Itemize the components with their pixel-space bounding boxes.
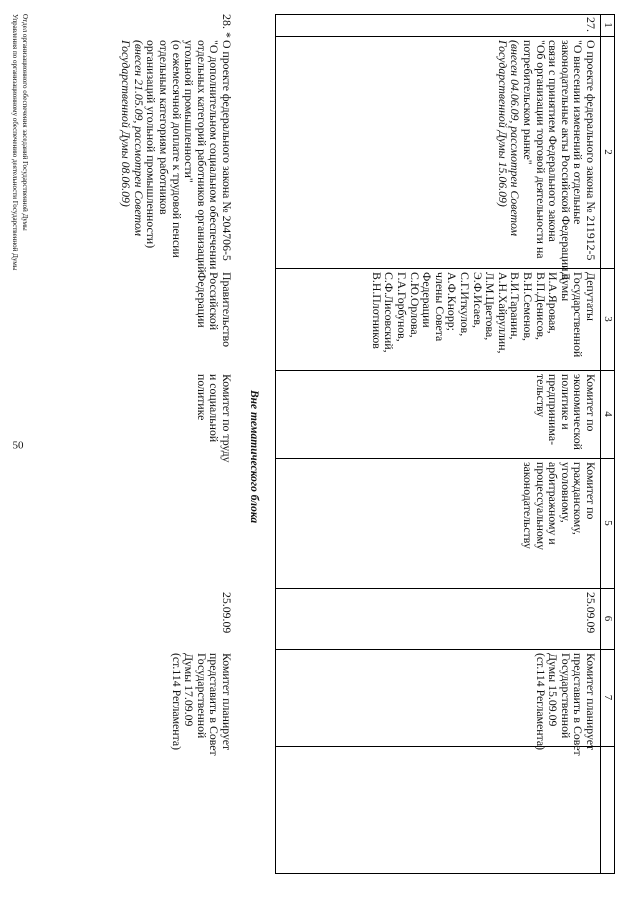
footer-directorate: Управления по организационному обеспечению деятельности Государственной Думы [11, 14, 19, 271]
note-line: Государственной [194, 653, 209, 739]
block-title: Вне тематического блока [248, 390, 260, 524]
initiator: С.Ю.Орлова, [407, 272, 422, 338]
bill-submission-note: (внесен 21.05.09, рассмотрен Советом [131, 40, 146, 236]
committee-text-line: Комитет по [584, 462, 598, 520]
note-line: Комитет планирует [584, 653, 598, 751]
note-line: представить в Совет [207, 653, 222, 756]
column-header-7: 7 [602, 694, 614, 701]
initiator: В.И.Таранин, [508, 272, 523, 340]
bill-text-line: О проекте федерального закона № 204706-5 [220, 40, 234, 261]
bill-text-line: "Об организации торговой деятельности на [533, 40, 548, 259]
bill-text-line: "О дополнительном социальном обеспечении [207, 40, 222, 270]
committee-text-line: Комитет по труду [220, 374, 234, 463]
initiator: А.Н.Хайруллин, [495, 272, 510, 354]
note-line: представить в Совет [571, 653, 586, 756]
committee-text-line: законодательству [521, 462, 536, 549]
bill-text-line: "О внесении изменений в отдельные [571, 40, 586, 225]
notes [534, 653, 597, 756]
committee-text-line: уголовному, [558, 462, 573, 523]
bill-text-line: организаций угольной промышленности) [144, 40, 159, 249]
notes [170, 653, 233, 756]
initiator: А.Ф.Кнорр; [445, 272, 460, 331]
deadline-date: 25.09.09 [220, 592, 234, 634]
committee-text-line: гражданскому, [571, 462, 586, 535]
initiator: Депутаты [584, 272, 598, 321]
bill-text-line: отдельным категориям работников [157, 40, 172, 215]
column-header-2: 2 [602, 149, 614, 155]
initiator: Федерации [194, 272, 209, 328]
column-divider [275, 588, 615, 589]
initiator: В.Н.Семенов, [521, 272, 536, 341]
row-number: 27. [584, 17, 598, 32]
column-header-3: 3 [602, 316, 614, 322]
deadline-date: 25.09.09 [584, 592, 598, 634]
initiator: В.Н.Плотников [369, 272, 384, 349]
row-27-bottom-border [275, 14, 276, 874]
bill-text-line: О проекте федерального закона № 211912-5 [584, 40, 598, 261]
initiator: члены Совета [432, 272, 447, 342]
page-number: 50 [12, 439, 24, 452]
committee-text-line: арбитражному и [546, 462, 561, 545]
note-line: Думы 15.09.09 [546, 653, 561, 727]
bill-text-line: связи с принятием Федерального закона [546, 40, 561, 242]
footer-department: Отдел организационного обеспечения заседаний Государственной Думы [21, 14, 29, 231]
bill-text-line: (о ежемесячной доплате к трудовой пенсии [169, 40, 184, 258]
responsible-committee [195, 374, 233, 463]
initiator: С.Ф.Лисовский, [382, 272, 397, 353]
column-divider [275, 649, 615, 650]
column-divider [275, 873, 615, 874]
bill-submission-note: Государственной Думы 08.06.09) [119, 40, 134, 207]
initiators-list [370, 272, 597, 357]
committee-text-line: тельству [533, 374, 548, 418]
bill-submission-note: Государственной Думы 15.06.09) [495, 40, 510, 207]
bill-submission-note: (внесен 04.06.09, рассмотрен Советом [508, 40, 523, 236]
initiator: С.Г.Иткулов, [458, 272, 473, 337]
bill-description [496, 40, 597, 280]
initiators-list [195, 272, 233, 347]
initiator: И.А.Яровая, [546, 272, 561, 334]
committee-text-line: политике [194, 374, 209, 421]
initiator: Г.А.Горбунов, [395, 272, 410, 342]
bill-text-line: потребительском рынке" [521, 40, 536, 165]
rotated-page [11, 14, 615, 874]
column-header-5: 5 [602, 520, 614, 526]
note-line: Комитет планирует [220, 653, 234, 751]
note-line: Думы 17.09.09 [182, 653, 197, 727]
committee-text-line: предпринима- [546, 374, 561, 445]
initiator: В.П.Денисов, [533, 272, 548, 340]
initiator: Л.М.Цветова, [483, 272, 498, 341]
responsible-committee [534, 374, 597, 450]
initiator: Думы [558, 272, 573, 302]
initiator: Государственной [571, 272, 586, 358]
column-header-4: 4 [602, 411, 614, 417]
co-executor-committee [521, 462, 597, 550]
initiator: Федерации [420, 272, 435, 328]
note-line: Государственной [558, 653, 573, 739]
bill-text-line: угольной промышленности" [182, 40, 197, 183]
row-number: 28. * [220, 14, 234, 38]
bill-text-line: законодательные акты Российской Федерации в [558, 40, 573, 280]
committee-text-line: Комитет по [584, 374, 598, 432]
committee-text-line: экономической [571, 374, 586, 450]
note-line: (ст.114 Регламента) [169, 653, 184, 751]
note-line: (ст.114 Регламента) [533, 653, 548, 751]
committee-text-line: политике и [558, 374, 573, 430]
column-header-1: 1 [602, 22, 614, 28]
column-divider [275, 36, 615, 37]
committee-text-line: и социальной [207, 374, 222, 443]
initiator: Российской [207, 272, 222, 331]
column-divider [275, 14, 615, 15]
column-divider [275, 370, 615, 371]
committee-text-line: процессуальному [533, 462, 548, 550]
initiator: Правительство [220, 272, 234, 347]
bill-description [120, 40, 233, 273]
initiator: Э.Ф.Исаев, [470, 272, 485, 328]
column-divider [275, 458, 615, 459]
bill-text-line: отдельных категорий работников организаций [194, 40, 209, 273]
column-header-6: 6 [602, 615, 614, 622]
